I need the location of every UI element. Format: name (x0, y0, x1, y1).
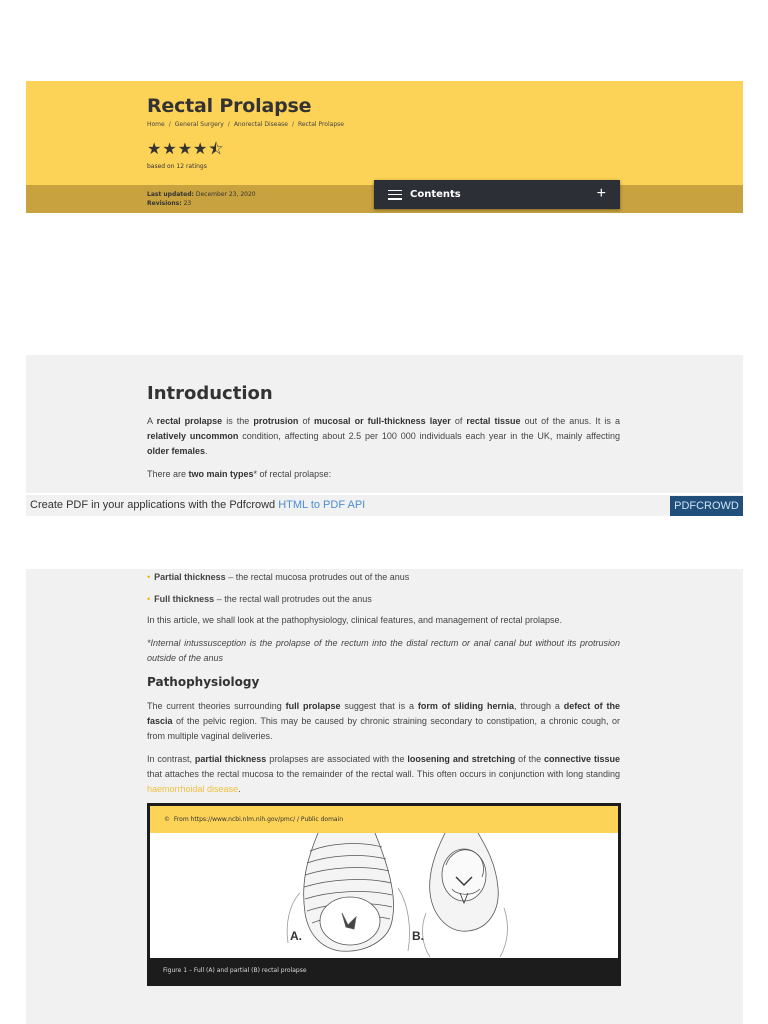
list-icon (388, 190, 402, 200)
bullet-icon: • (147, 572, 151, 582)
breadcrumb-rectal-prolapse[interactable]: Rectal Prolapse (297, 121, 344, 128)
list-item-text: Full thickness – the rectal wall protrudes out the anus (154, 594, 372, 604)
figure-label-a: A. (290, 929, 302, 943)
last-updated-value: December 23, 2020 (195, 191, 256, 198)
figure-credit-text: From https://www.ncbi.nlm.nih.gov/pmc/ / Public domain (173, 816, 344, 823)
pdfcrowd-message: Create PDF in your applications with the Pdfcrowd (30, 499, 279, 511)
page-title: Rectal Prolapse (147, 95, 312, 117)
revisions-label: Revisions: (147, 200, 182, 207)
intro-types-paragraph: There are two main types* of rectal prolapse: (147, 469, 332, 479)
last-updated-info (147, 190, 256, 208)
list-item-text: Partial thickness – the rectal mucosa protrudes out of the anus (154, 572, 410, 582)
pdfcrowd-badge[interactable]: PDFCROWD (670, 496, 743, 516)
inline-link[interactable]: haemorrhoidal disease (147, 784, 239, 794)
list-item (147, 572, 409, 582)
copyright-icon: © (164, 816, 170, 823)
prolapse-illustration (150, 833, 618, 958)
breadcrumb-home[interactable]: Home (147, 121, 165, 128)
pdfcrowd-text (30, 499, 365, 511)
intro-paragraph: A rectal prolapse is the protrusion of mucosal or full-thickness layer of rectal tissue out of the anus. It is a relatively uncommon condition, affecting about 2.5 per 100 000 individuals each year in the UK, mainly affecting older females. (147, 416, 620, 456)
breadcrumb (147, 121, 344, 128)
breadcrumb-general-surgery[interactable]: General Surgery (174, 121, 224, 128)
rating-count: based on 12 ratings (147, 163, 207, 170)
figure-caption: Figure 1 – Full (A) and partial (B) rectal prolapse (163, 967, 307, 974)
partial-prolapse-drawing (423, 833, 508, 957)
breadcrumb-separator: / (168, 121, 171, 128)
breadcrumb-separator: / (291, 121, 294, 128)
last-updated-label: Last updated: (147, 191, 194, 198)
figure-label-b: B. (412, 929, 424, 943)
breadcrumb-anorectal-disease[interactable]: Anorectal Disease (233, 121, 288, 128)
intussusception-note: *Internal intussusception is the prolapse of the rectum into the distal rectum or anal canal but without its protrusion outside of the anus (147, 638, 620, 663)
contents-label: Contents (410, 189, 461, 200)
revisions-value: 23 (183, 200, 192, 207)
pathophysiology-paragraph: The current theories surrounding full prolapse suggest that is a form of sliding hernia, through a defect of the fascia of the pelvic region. This may be caused by chronic straining secondary to constipation, a chronic cough, or from multiple vaginal deliveries. (147, 701, 620, 741)
prolapse-drawing (150, 833, 618, 958)
plus-icon: + (596, 185, 606, 202)
introduction-heading: Introduction (147, 383, 273, 404)
full-prolapse-drawing (287, 833, 409, 951)
article-overview-text: In this article, we shall look at the pathophysiology, clinical features, and management of rectal prolapse. (147, 615, 563, 625)
contents-toggle-button[interactable] (374, 180, 620, 209)
pdfcrowd-link[interactable]: HTML to PDF API (278, 499, 366, 511)
breadcrumb-separator: / (227, 121, 230, 128)
pathophysiology-paragraph-2: In contrast, partial thickness prolapses are associated with the loosening and stretching of the connective tissue that attaches the rectal mucosa to the remainder of the rectal wall. This often occurs in conjunction with long standing haemorrhoidal disease. (147, 754, 620, 794)
pathophysiology-heading: Pathophysiology (147, 675, 260, 689)
list-item (147, 594, 372, 604)
bullet-icon: • (147, 594, 151, 604)
star-rating[interactable]: ★★★★⯪ (147, 141, 225, 158)
figure-credit (164, 816, 343, 823)
figure-credit-bar (150, 806, 618, 833)
